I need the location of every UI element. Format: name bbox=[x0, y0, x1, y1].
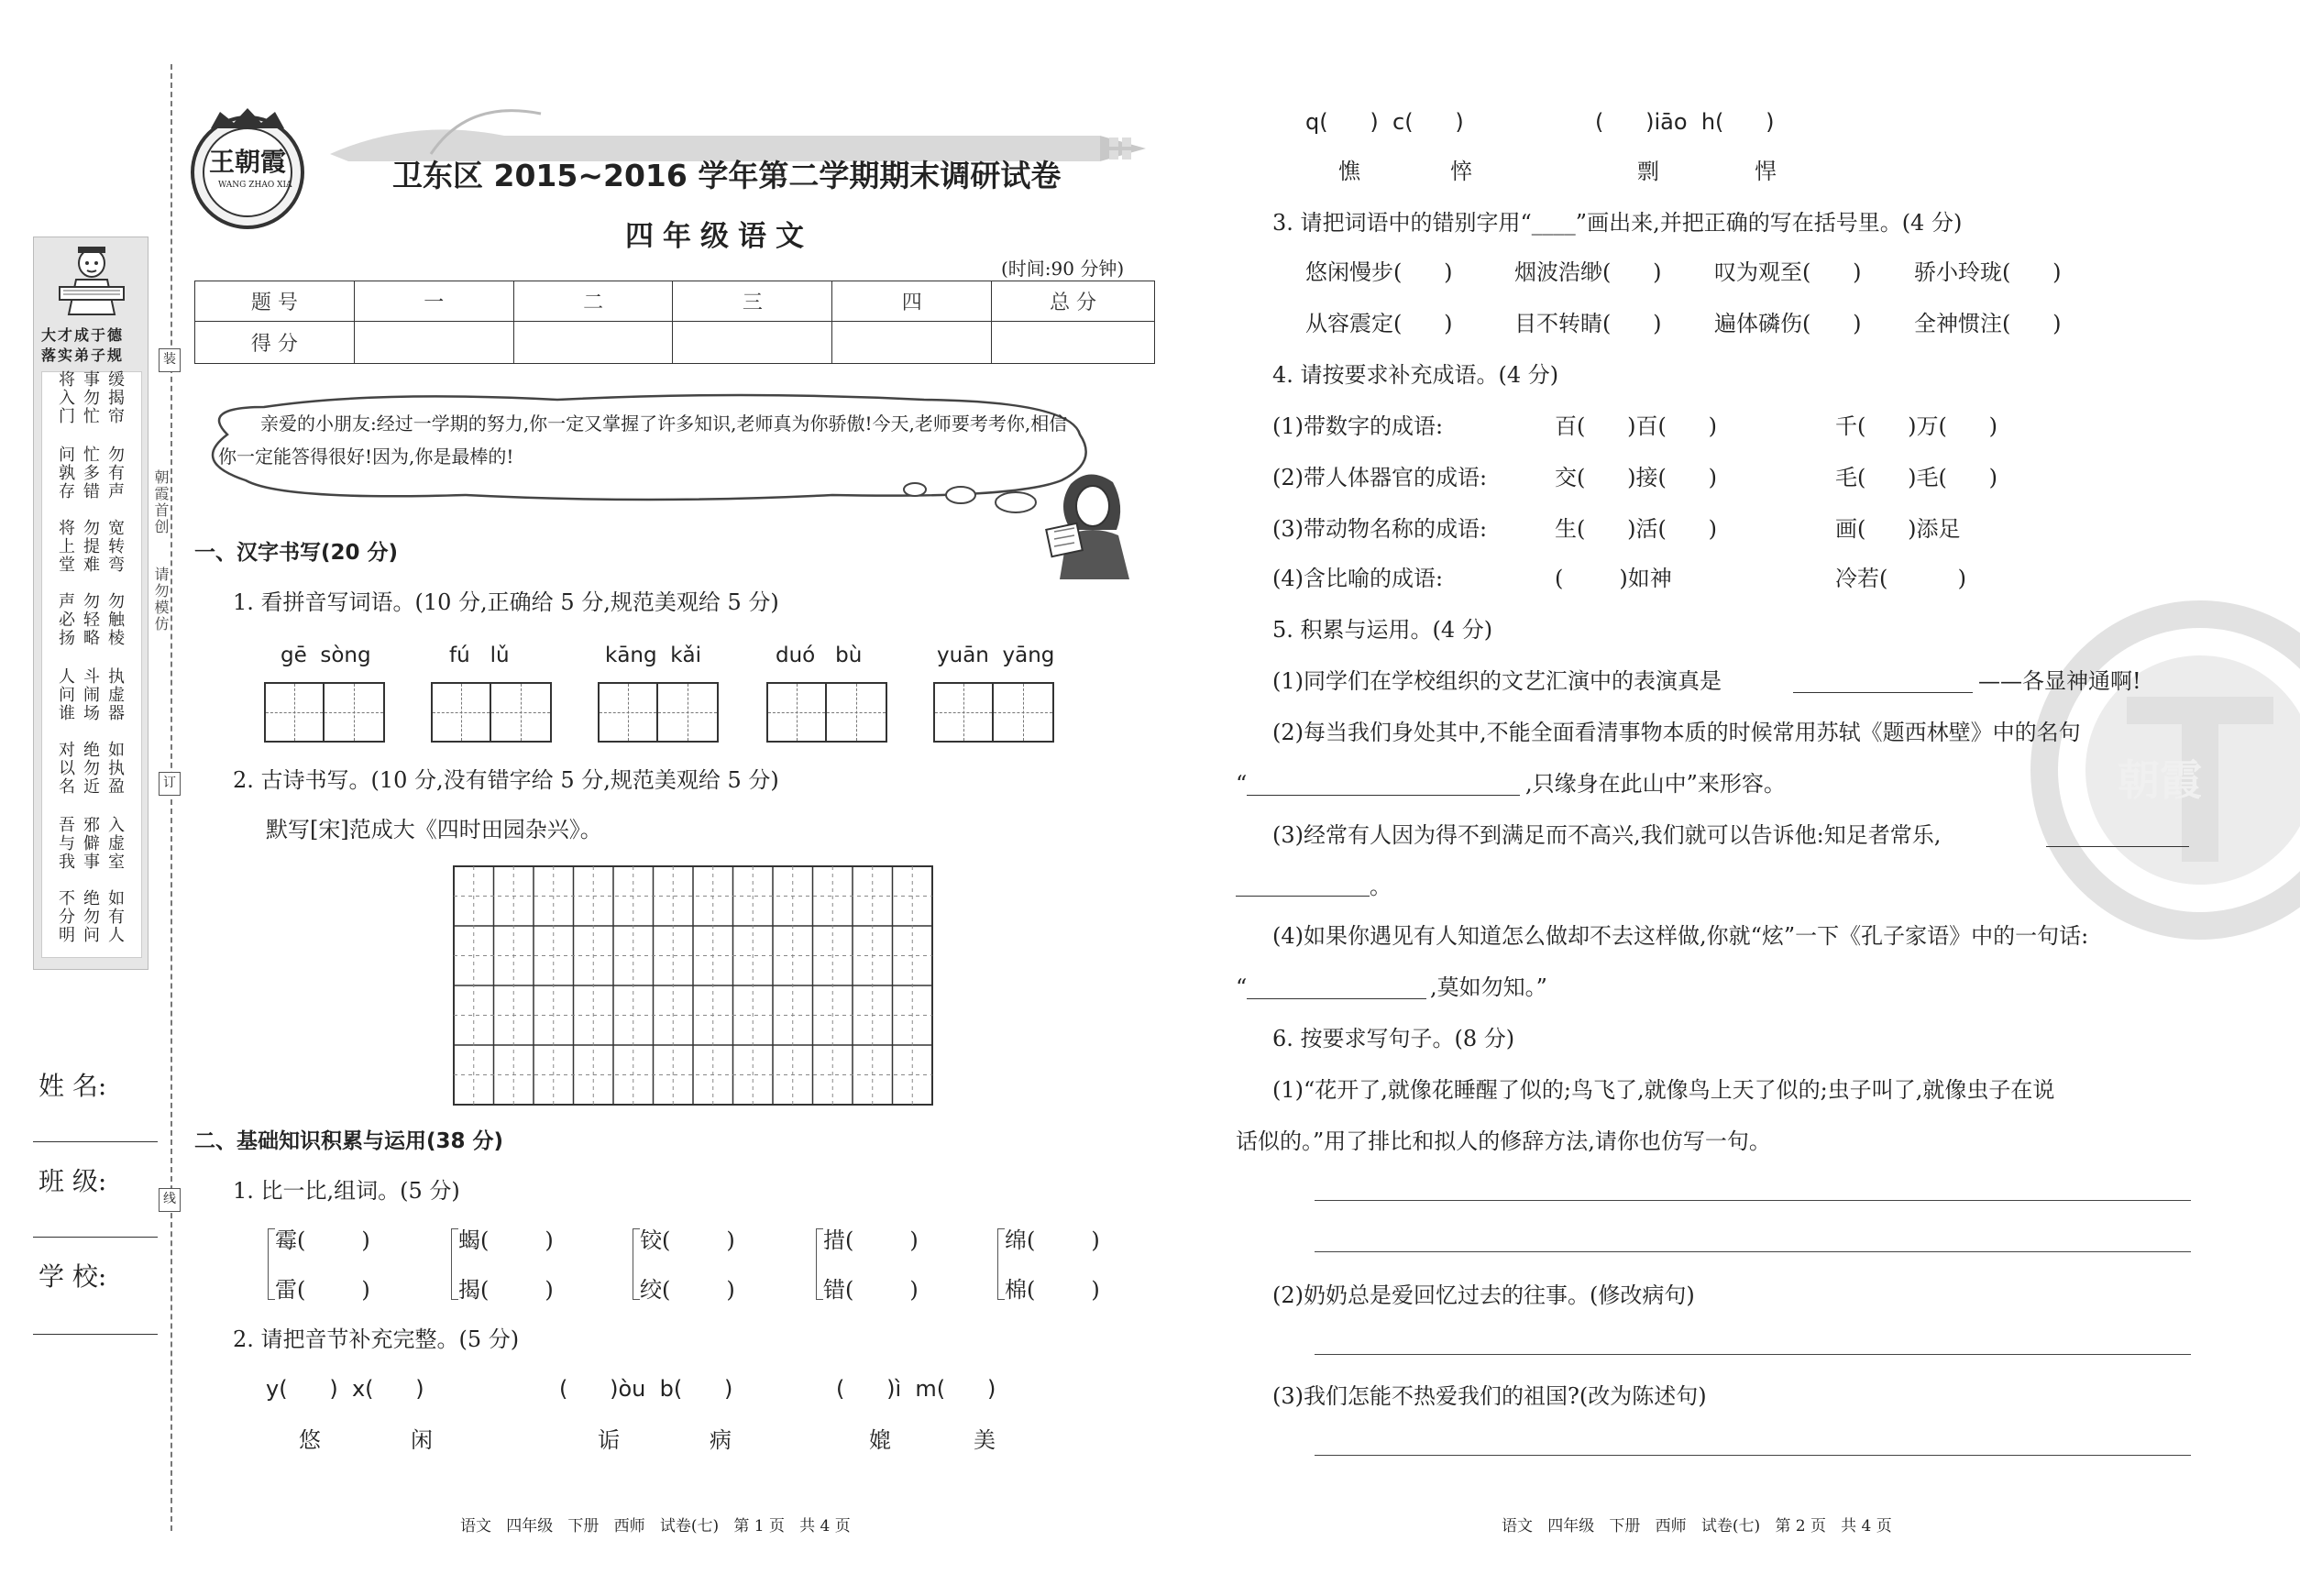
q4-prompt: 4. 请按要求补充成语。(4 分) bbox=[1272, 362, 1559, 388]
q6-2-text: (2)奶奶总是爱回忆过去的往事。(修改病句) bbox=[1272, 1282, 1695, 1308]
motto-top-2: 落实弟子规 bbox=[41, 347, 125, 364]
intro-text: 亲爱的小朋友:经过一学期的努力,你一定又掌握了许多知识,老师真为你骄傲!今天,老师要考考你,相信你一定能答得很好!因为,你是最棒的! bbox=[218, 413, 1068, 468]
idiom-blank[interactable]: 冷若( ) bbox=[1835, 566, 1967, 591]
motto-col: 吾与我 bbox=[56, 816, 75, 871]
score-input-cell[interactable] bbox=[673, 322, 832, 364]
motto-col: 勿有声 bbox=[105, 446, 125, 501]
score-input-cell[interactable] bbox=[354, 322, 513, 364]
binding-mark-2: 订 bbox=[159, 772, 181, 796]
motto-col: 绝勿近 bbox=[81, 741, 100, 796]
idiom-blank[interactable]: 百( )百( ) bbox=[1555, 413, 1717, 439]
q5-4-quote: “ bbox=[1236, 974, 1248, 1000]
q6-prompt: 6. 按要求写句子。(8 分) bbox=[1272, 1026, 1515, 1051]
syllable-hanzi: 悠 bbox=[299, 1427, 321, 1453]
typo-item[interactable]: 从容震定( ) bbox=[1305, 311, 1453, 336]
score-header-cell: 四 bbox=[832, 281, 992, 322]
writing-grid[interactable] bbox=[431, 682, 552, 743]
compare-word[interactable]: 揭( ) bbox=[458, 1277, 554, 1303]
syllable-blank[interactable]: ( )ì m( ) bbox=[836, 1376, 996, 1402]
compare-bracket bbox=[633, 1228, 640, 1300]
motto-col: 如有人 bbox=[105, 889, 125, 944]
typo-item[interactable]: 目不转睛( ) bbox=[1514, 311, 1662, 336]
motto-top-1: 大才成于德 bbox=[41, 326, 125, 344]
motto-col: 不分明 bbox=[56, 889, 75, 944]
syllable-blank[interactable]: ( )iāo h( ) bbox=[1595, 109, 1775, 135]
q5-3-text: (3)经常有人因为得不到满足而不高兴,我们就可以告诉他:知足者常乐, bbox=[1272, 822, 1942, 848]
motto-col: 勿提难 bbox=[81, 519, 100, 574]
syllable-blank[interactable]: y( ) x( ) bbox=[266, 1376, 424, 1402]
syllable-blank[interactable]: q( ) c( ) bbox=[1305, 109, 1464, 135]
score-input-cell[interactable] bbox=[832, 322, 992, 364]
compare-word[interactable]: 雷( ) bbox=[275, 1277, 370, 1303]
syllable-hanzi: 闲 bbox=[411, 1427, 433, 1453]
score-row-label: 得 分 bbox=[195, 322, 355, 364]
teacher-illustration bbox=[1034, 466, 1144, 579]
motto-col: 将上堂 bbox=[56, 519, 75, 574]
pinyin-1: gē sòng bbox=[281, 644, 371, 667]
motto-col: 人问谁 bbox=[56, 667, 75, 722]
q5-2-text-end: ,只缘身在此山中”来形容。 bbox=[1525, 771, 1786, 797]
score-table bbox=[194, 281, 1155, 364]
idiom-label: (2)带人体器官的成语: bbox=[1272, 465, 1488, 490]
q3-prompt: 3. 请把词语中的错别字用“____”画出来,并把正确的写在括号里。(4 分) bbox=[1272, 210, 1963, 236]
compare-word[interactable]: 蝎( ) bbox=[458, 1227, 554, 1253]
q5-3-blank-2[interactable] bbox=[1236, 895, 1370, 897]
motto-col: 对以名 bbox=[56, 741, 75, 796]
pinyin-5: yuān yāng bbox=[937, 644, 1055, 667]
syllable-hanzi: 憔 bbox=[1338, 159, 1360, 184]
q5-2-text: (2)每当我们身处其中,不能全面看清事物本质的时候常用苏轼《题西林壁》中的名句 bbox=[1272, 720, 2081, 745]
pinyin-4: duó bù bbox=[776, 644, 863, 667]
q5-1-text-end: ——各显神通啊! bbox=[1978, 668, 2141, 694]
idiom-blank[interactable]: 毛( )毛( ) bbox=[1835, 465, 1997, 490]
idiom-label: (1)带数字的成语: bbox=[1272, 413, 1444, 439]
writing-grid[interactable] bbox=[933, 682, 1054, 743]
motto-col: 勿轻略 bbox=[81, 592, 100, 647]
typo-item[interactable]: 全神惯注( ) bbox=[1914, 311, 2062, 336]
idiom-blank[interactable]: 交( )接( ) bbox=[1555, 465, 1717, 490]
footer-left: 语文 四年级 下册 西师 试卷(七) 第 1 页 共 4 页 bbox=[460, 1517, 851, 1535]
writing-grid[interactable] bbox=[766, 682, 887, 743]
q5-2-blank[interactable] bbox=[1247, 794, 1520, 796]
compare-word[interactable]: 措( ) bbox=[823, 1227, 919, 1253]
syllable-blank[interactable]: ( )òu b( ) bbox=[559, 1376, 733, 1402]
motto-col: 问孰存 bbox=[56, 446, 75, 501]
compare-bracket bbox=[816, 1228, 823, 1300]
name-label: 姓 名: bbox=[39, 1071, 107, 1101]
syllable-hanzi: 悍 bbox=[1755, 159, 1777, 184]
score-header-cell: 三 bbox=[673, 281, 832, 322]
q5-prompt: 5. 积累与运用。(4 分) bbox=[1272, 617, 1493, 643]
poem-writing-grid[interactable] bbox=[453, 865, 933, 1106]
typo-item[interactable]: 悠闲慢步( ) bbox=[1305, 259, 1453, 285]
motto-col: 斗闹场 bbox=[81, 667, 100, 722]
motto-col: 宽转弯 bbox=[105, 519, 125, 574]
q5-1-blank[interactable] bbox=[1793, 691, 1973, 693]
pinyin-2: fú lǔ bbox=[449, 644, 510, 667]
score-header-cell: 一 bbox=[354, 281, 513, 322]
writing-grid[interactable] bbox=[264, 682, 385, 743]
motto-col: 忙多错 bbox=[81, 446, 100, 501]
idiom-blank[interactable]: ( )如神 bbox=[1555, 566, 1672, 591]
logo-text: 王朝霞 bbox=[209, 147, 287, 177]
q5-3-blank[interactable] bbox=[2046, 845, 2189, 847]
idiom-label: (3)带动物名称的成语: bbox=[1272, 516, 1488, 542]
compare-word[interactable]: 绞( ) bbox=[640, 1277, 735, 1303]
motto-col: 执虚器 bbox=[105, 667, 125, 722]
idiom-blank[interactable]: 画( )添足 bbox=[1835, 516, 1961, 542]
section1-q2: 2. 古诗书写。(10 分,没有错字给 5 分,规范美观给 5 分) bbox=[233, 767, 779, 793]
section2-title: 二、基础知识积累与运用(38 分) bbox=[194, 1129, 504, 1153]
compare-bracket bbox=[997, 1228, 1005, 1300]
time-note: (时间:90 分钟) bbox=[1001, 258, 1125, 280]
syllable-hanzi: 悴 bbox=[1450, 159, 1472, 184]
section1-title: 一、汉字书写(20 分) bbox=[194, 541, 399, 565]
watermark-text: 朝霞 bbox=[2118, 755, 2202, 805]
motto-col: 入虚室 bbox=[105, 816, 125, 871]
typo-item[interactable]: 叹为观至( ) bbox=[1714, 259, 1862, 285]
compare-bracket bbox=[268, 1228, 275, 1300]
q6-3-answer-line[interactable] bbox=[1315, 1454, 2191, 1456]
motto-col: 缓揭帘 bbox=[105, 370, 125, 425]
idiom-label: (4)含比喻的成语: bbox=[1272, 566, 1444, 591]
syllable-hanzi: 剽 bbox=[1637, 159, 1659, 184]
syllable-hanzi: 诟 bbox=[598, 1427, 620, 1453]
typo-item[interactable]: 骄小玲珑( ) bbox=[1914, 259, 2062, 285]
q5-4-text: (4)如果你遇见有人知道怎么做却不去这样做,你就“炫”一下《孔子家语》中的一句话: bbox=[1272, 923, 2089, 949]
compare-bracket bbox=[451, 1228, 458, 1300]
score-header-cell: 总 分 bbox=[992, 281, 1155, 322]
q6-1-answer-line[interactable] bbox=[1315, 1250, 2191, 1252]
motto-col: 将入门 bbox=[56, 370, 75, 425]
score-header-cell: 二 bbox=[513, 281, 673, 322]
q6-3-text: (3)我们怎能不热爱我们的祖国?(改为陈述句) bbox=[1272, 1383, 1707, 1409]
pinyin-3: kāng kǎi bbox=[605, 644, 702, 667]
exam-title: 卫东区 2015~2016 学年第二学期期末调研试卷 bbox=[392, 158, 1062, 193]
idiom-blank[interactable]: 生( )活( ) bbox=[1555, 516, 1717, 542]
typo-item[interactable]: 遍体磷伤( ) bbox=[1714, 311, 1862, 336]
class-label: 班 级: bbox=[39, 1166, 107, 1196]
q6-1-text-2: 话似的。”用了排比和拟人的修辞方法,请你也仿写一句。 bbox=[1236, 1128, 1771, 1154]
q5-4-text-end: ,莫如勿知。” bbox=[1430, 974, 1547, 1000]
motto-col: 邪僻事 bbox=[81, 816, 100, 871]
syllable-hanzi: 病 bbox=[710, 1427, 732, 1453]
binding-mark-3: 线 bbox=[159, 1188, 181, 1212]
compare-word[interactable]: 错( ) bbox=[823, 1277, 919, 1303]
side-note-2: 请勿模仿 bbox=[152, 567, 170, 633]
syllable-hanzi: 媲 bbox=[869, 1427, 891, 1453]
q6-1-text: (1)“花开了,就像花睡醒了似的;鸟飞了,就像鸟上天了似的;虫子叫了,就像虫子在说 bbox=[1272, 1077, 2055, 1103]
motto-col: 勿触棱 bbox=[105, 592, 125, 647]
compare-word[interactable]: 霉( ) bbox=[275, 1227, 370, 1253]
motto-col: 绝勿问 bbox=[81, 889, 100, 944]
motto-col: 声必扬 bbox=[56, 592, 75, 647]
motto-col: 如执盈 bbox=[105, 741, 125, 796]
compare-word[interactable]: 铰( ) bbox=[640, 1227, 735, 1253]
motto-col: 事勿忙 bbox=[81, 370, 100, 425]
scholar-illustration bbox=[50, 243, 133, 318]
q5-2-quote: “ bbox=[1236, 771, 1248, 797]
poem-prompt: 默写[宋]范成大《四时田园杂兴》。 bbox=[266, 817, 602, 842]
q6-2-answer-line[interactable] bbox=[1315, 1353, 2191, 1355]
name-field[interactable] bbox=[33, 1140, 158, 1142]
writing-grid[interactable] bbox=[598, 682, 719, 743]
footer-right: 语文 四年级 下册 西师 试卷(七) 第 2 页 共 4 页 bbox=[1502, 1517, 1892, 1535]
side-note-1: 朝霞首创 bbox=[152, 469, 170, 535]
school-field[interactable] bbox=[33, 1333, 158, 1335]
section1-q1: 1. 看拼音写词语。(10 分,正确给 5 分,规范美观给 5 分) bbox=[233, 589, 779, 615]
class-field[interactable] bbox=[33, 1236, 158, 1238]
logo-subtext: WANG ZHAO XIA bbox=[218, 181, 292, 190]
q5-4-blank[interactable] bbox=[1247, 997, 1426, 999]
score-input-cell[interactable] bbox=[992, 322, 1155, 364]
school-label: 学 校: bbox=[39, 1261, 107, 1292]
compare-word[interactable]: 绵( ) bbox=[1005, 1227, 1100, 1253]
q6-1-answer-line[interactable] bbox=[1315, 1199, 2191, 1201]
score-input-cell[interactable] bbox=[513, 322, 673, 364]
binding-mark-1: 装 bbox=[159, 348, 181, 372]
section2-q1: 1. 比一比,组词。(5 分) bbox=[233, 1178, 460, 1204]
idiom-blank[interactable]: 千( )万( ) bbox=[1835, 413, 1997, 439]
compare-word[interactable]: 棉( ) bbox=[1005, 1277, 1100, 1303]
section2-q2: 2. 请把音节补充完整。(5 分) bbox=[233, 1326, 520, 1352]
syllable-hanzi: 美 bbox=[974, 1427, 996, 1453]
typo-item[interactable]: 烟波浩缈( ) bbox=[1514, 259, 1662, 285]
subject-title: 四年级语文 bbox=[625, 220, 813, 253]
q5-1-text: (1)同学们在学校组织的文艺汇演中的表演真是 bbox=[1272, 668, 1722, 694]
score-header-cell: 题 号 bbox=[195, 281, 355, 322]
binding-dashed-line bbox=[171, 64, 172, 1531]
q5-3-text-end: 。 bbox=[1370, 874, 1392, 899]
